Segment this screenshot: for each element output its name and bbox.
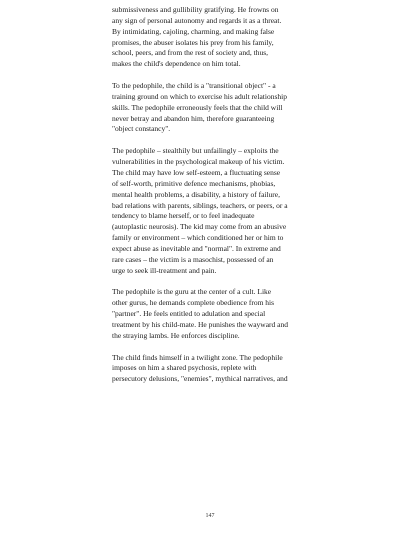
text-line: persecutory delusions, "enemies", mythical narratives, and xyxy=(112,374,288,384)
text-line: bad relations with parents, siblings, teachers, or peers, or a xyxy=(112,200,288,210)
text-line: any sign of personal autonomy and regards it as a threat. xyxy=(112,15,282,25)
text-line: treatment by his child-mate. He punishes the wayward and xyxy=(112,319,288,329)
text-line: school, peers, and from the rest of society and, thus, xyxy=(112,48,269,58)
text-line: rare cases – the victim is a masochist, possessed of an xyxy=(112,254,274,264)
text-line: The child may have low self-esteem, a fluctuating sense xyxy=(112,167,281,177)
text-line: training ground on which to exercise his adult relationship xyxy=(112,91,287,101)
text-line: The pedophile – stealthily but unfailingly – exploits the xyxy=(112,146,279,156)
text-line: urge to seek ill-treatment and pain. xyxy=(112,265,217,275)
paragraph-1 xyxy=(112,5,322,70)
paragraph-5 xyxy=(112,353,322,386)
text-line: mental health problems, a disability, a history of failure, xyxy=(112,189,281,199)
paragraph-4 xyxy=(112,287,322,341)
text-line: "object constancy". xyxy=(112,124,171,134)
body-text xyxy=(112,5,322,396)
text-line: never betray and abandon him, therefore guaranteeing xyxy=(112,113,275,123)
text-line: other gurus, he demands complete obedience from his xyxy=(112,298,275,308)
text-line: expect abuse as inevitable and "normal". In extreme and xyxy=(112,243,281,253)
text-line: The pedophile is the guru at the center of a cult. Like xyxy=(112,287,272,297)
text-line: makes the child's dependence on him total. xyxy=(112,59,241,69)
paragraph-3 xyxy=(112,146,322,276)
text-line: The child finds himself in a twilight zone. The pedophile xyxy=(112,352,283,362)
text-line: promises, the abuser isolates his prey from his family, xyxy=(112,37,274,47)
text-line: family or environment – which conditioned her or him to xyxy=(112,233,284,243)
text-line: To the pedophile, the child is a "transitional object" - a xyxy=(112,81,276,91)
text-line: skills. The pedophile erroneously feels that the child will xyxy=(112,102,283,112)
text-line: the straying lambs. He enforces discipline. xyxy=(112,330,240,340)
text-line: tendency to blame herself, or to feel inadequate xyxy=(112,211,255,221)
paragraph-2 xyxy=(112,81,322,135)
text-line: By intimidating, cajoling, charming, and making false xyxy=(112,26,275,36)
text-line: of self-worth, primitive defence mechanisms, phobias, xyxy=(112,178,276,188)
page-number: 147 xyxy=(205,513,215,519)
text-line: imposes on him a shared psychosis, replete with xyxy=(112,363,257,373)
text-line: vulnerabilities in the psychological makeup of his victim. xyxy=(112,157,285,167)
text-line: submissiveness and gullibility gratifying. He frowns on xyxy=(112,5,279,14)
text-line: (autoplastic neurosis). The kid may come from an abusive xyxy=(112,222,287,232)
text-line: "partner". He feels entitled to adulation and special xyxy=(112,309,266,319)
